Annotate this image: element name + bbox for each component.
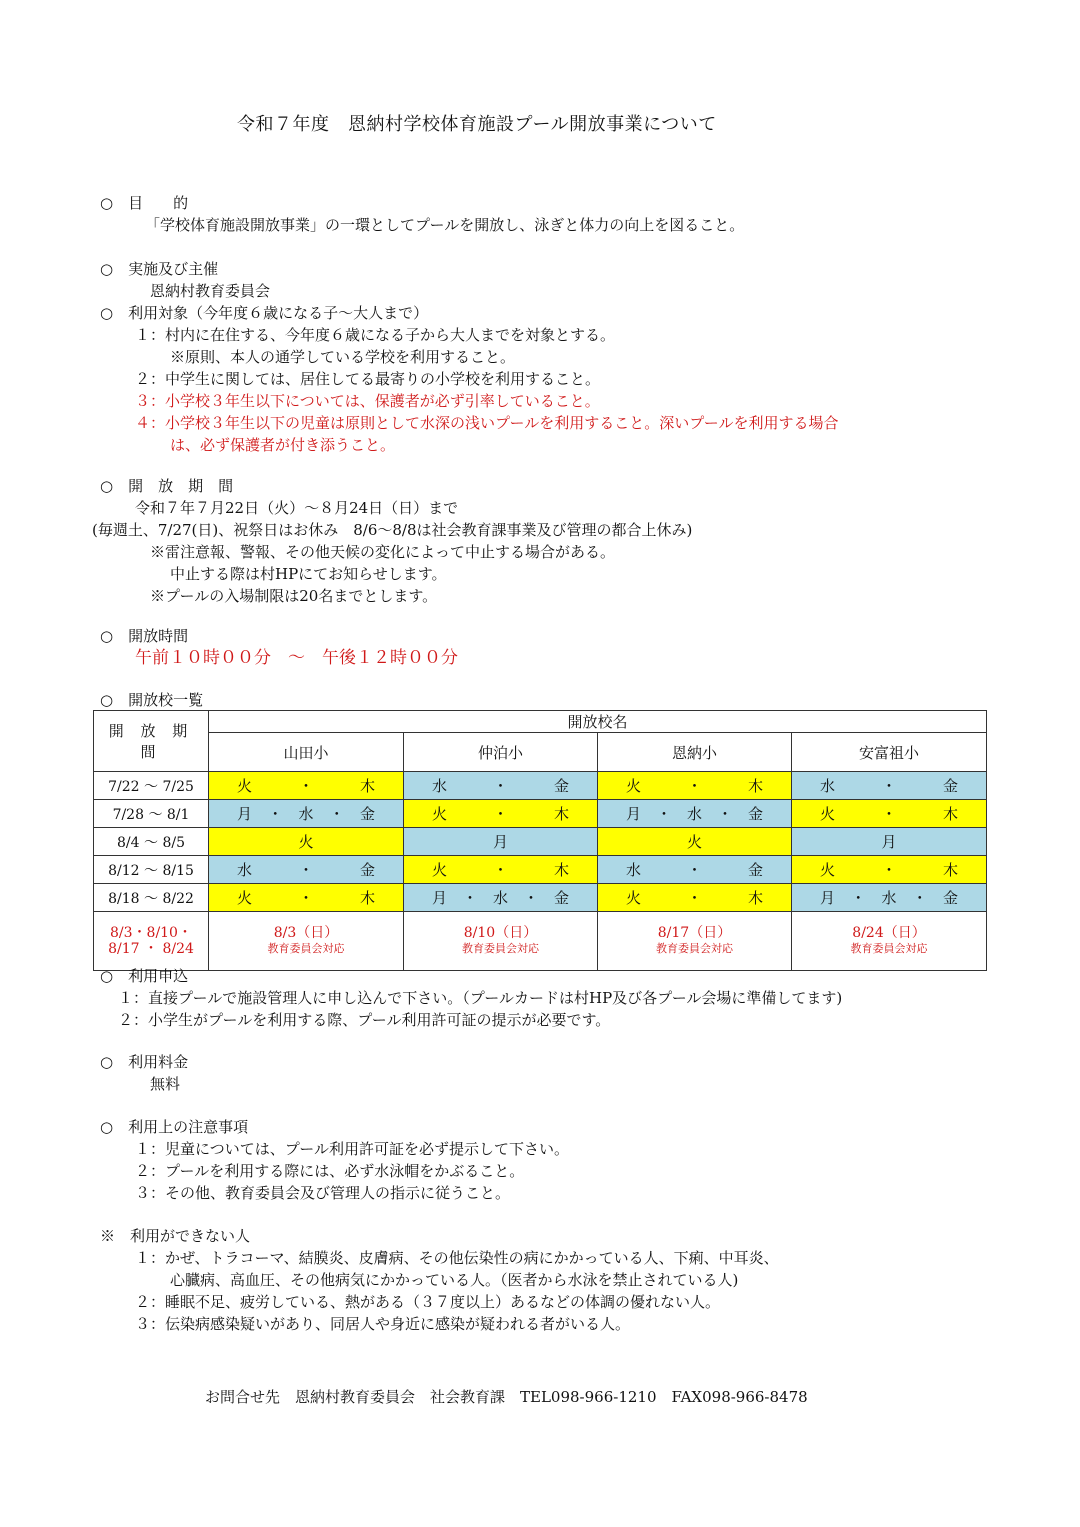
open-day: 月: [492, 833, 508, 851]
restriction-item: １：かぜ、トラコーマ、結膜炎、皮膚病、その他伝染性の病にかかっている人、下痢、中耳炎、: [135, 1249, 779, 1267]
day-separator: ・: [298, 889, 314, 907]
sunday-date: 8/3（日）: [273, 925, 339, 941]
sunday-dates-cell: [94, 912, 209, 971]
day-separator: ・: [462, 889, 478, 907]
open-day: 火: [237, 777, 253, 795]
day-separator: ・: [298, 777, 314, 795]
open-day: 水: [432, 777, 448, 795]
schedule-cell: [404, 828, 598, 856]
open-day: 金: [747, 805, 763, 823]
open-day: 水: [237, 861, 253, 879]
period-note: 中止する際は村HPにてお知らせします。: [170, 565, 447, 583]
schedule-cell: [598, 856, 792, 884]
day-separator: ・: [267, 805, 283, 823]
schedule-cell: [209, 828, 404, 856]
schedule-period: 8/18 ～ 8/22: [94, 884, 209, 912]
open-day: 水: [820, 777, 836, 795]
open-day: 水: [298, 805, 314, 823]
schools-heading: ○ 開放校一覧: [100, 691, 204, 709]
day-separator: ・: [686, 889, 702, 907]
open-day: 月: [432, 889, 448, 907]
schedule-cell: [404, 772, 598, 800]
restriction-item: 心臓病、高血圧、その他病気にかかっている人。（医者から水泳を禁止されている人): [170, 1271, 739, 1289]
period-column-header: 開 放 期 間: [94, 711, 209, 772]
schedule-period: 8/4 ～ 8/5: [94, 828, 209, 856]
organizer-heading: ○ 実施及び主催: [100, 260, 219, 278]
eligibility-item: ３：小学校３年生以下については、保護者が必ず引率していること。: [135, 392, 600, 410]
sunday-date: 8/17（日）: [657, 925, 732, 941]
open-day: 月: [626, 805, 642, 823]
open-day: 木: [359, 777, 375, 795]
organizer-text: 恩納村教育委員会: [150, 282, 271, 300]
schedule-cell: [792, 856, 987, 884]
purpose-heading: ○ 目 的: [100, 194, 189, 212]
open-day: 火: [298, 833, 314, 851]
schedule-period: 7/22 ～ 7/25: [94, 772, 209, 800]
schedule-period: 8/12 ～ 8/15: [94, 856, 209, 884]
schedule-row: [94, 772, 987, 800]
open-day: 木: [747, 889, 763, 907]
open-day: 火: [432, 861, 448, 879]
sunday-note: 教育委員会対応: [267, 942, 345, 955]
eligibility-heading: ○ 利用対象（今年度６歳になる子～大人まで）: [100, 304, 429, 322]
day-separator: ・: [492, 861, 508, 879]
open-day: 水: [881, 889, 897, 907]
contact-info: お問合せ先 恩納村教育委員会 社会教育課 TEL098-966-1210 FAX098-966-8478: [205, 1388, 808, 1406]
open-day: 金: [359, 861, 375, 879]
hours-text: 午前１０時００分 ～ 午後１２時００分: [135, 648, 458, 668]
schedule-cell: [598, 884, 792, 912]
day-separator: ・: [298, 861, 314, 879]
open-day: 火: [432, 805, 448, 823]
day-separator: ・: [881, 777, 897, 795]
day-separator: ・: [523, 889, 539, 907]
day-separator: ・: [492, 777, 508, 795]
open-day: 金: [943, 889, 959, 907]
open-day: 月: [881, 833, 897, 851]
day-separator: ・: [492, 805, 508, 823]
sunday-cell: [209, 912, 404, 971]
schedule-cell: [209, 800, 404, 828]
sunday-cell: [792, 912, 987, 971]
page-title: 令和７年度 恩納村学校体育施設プール開放事業について: [237, 114, 717, 135]
sunday-cell: [598, 912, 792, 971]
fee-text: 無料: [150, 1075, 181, 1093]
open-day: 火: [626, 889, 642, 907]
eligibility-item: ４：小学校３年生以下の児童は原則として水深の浅いプールを利用すること。深いプールを利用する場合: [135, 414, 839, 432]
open-day: 金: [359, 805, 375, 823]
schedule-row: [94, 856, 987, 884]
open-day: 金: [553, 889, 569, 907]
schedule-cell: [598, 800, 792, 828]
schedule-row: [94, 828, 987, 856]
schedule-cell: [209, 884, 404, 912]
eligibility-item: ※原則、本人の通学している学校を利用すること。: [170, 348, 516, 366]
open-day: 木: [747, 777, 763, 795]
open-day: 月: [237, 805, 253, 823]
restriction-item: ２：睡眠不足、疲労している、熱がある（３７度以上）あるなどの体調の優れない人。: [135, 1293, 721, 1311]
open-day: 金: [553, 777, 569, 795]
period-closed: (毎週土、7/27(日)、祝祭日はお休み 8/6～8/8は社会教育課事業及び管理の都合上休み): [92, 521, 693, 539]
sunday-cell: [404, 912, 598, 971]
sunday-dates-line: 8/17 ・ 8/24: [108, 941, 194, 957]
sunday-date: 8/10（日）: [463, 925, 538, 941]
open-day: 水: [492, 889, 508, 907]
sunday-dates-line: 8/3・8/10・: [110, 925, 192, 941]
eligibility-item: ２：中学生に関しては、居住してる最寄りの小学校を利用すること。: [135, 370, 601, 388]
hours-heading: ○ 開放時間: [100, 627, 189, 645]
application-item: ２：小学生がプールを利用する際、プール利用許可証の提示が必要です。: [118, 1011, 611, 1029]
schedule-row: [94, 884, 987, 912]
schedule-cell: [792, 884, 987, 912]
open-day: 木: [553, 805, 569, 823]
day-separator: ・: [686, 777, 702, 795]
sunday-note: 教育委員会対応: [850, 942, 928, 955]
schools-column-header: 開放校名: [209, 711, 987, 733]
schedule-cell: [209, 772, 404, 800]
eligibility-item: １：村内に在住する、今年度６歳になる子から大人までを対象とする。: [135, 326, 616, 344]
school-name: 仲泊小: [404, 733, 598, 772]
schedule-cell: [792, 772, 987, 800]
day-separator: ・: [850, 889, 866, 907]
eligibility-item: は、必ず保護者が付き添うこと。: [170, 436, 396, 454]
open-day: 金: [747, 861, 763, 879]
schedule-cell: [598, 772, 792, 800]
day-separator: ・: [656, 805, 672, 823]
day-separator: ・: [717, 805, 733, 823]
period-dates: 令和７年７月22日（火）～８月24日（日）まで: [135, 499, 459, 517]
open-day: 月: [820, 889, 836, 907]
open-day: 金: [943, 777, 959, 795]
school-name: 恩納小: [598, 733, 792, 772]
open-day: 木: [943, 861, 959, 879]
schedule-table: [93, 710, 987, 971]
schedule-cell: [404, 856, 598, 884]
open-day: 火: [820, 805, 836, 823]
period-note: ※雷注意報、警報、その他天候の変化によって中止する場合がある。: [150, 543, 616, 561]
purpose-text: 「学校体育施設開放事業」の一環としてプールを開放し、泳ぎと体力の向上を図ること。: [145, 216, 745, 234]
schedule-period: 7/28 ～ 8/1: [94, 800, 209, 828]
open-day: 木: [943, 805, 959, 823]
caution-item: ３：その他、教育委員会及び管理人の指示に従うこと。: [135, 1184, 511, 1202]
period-note: ※プールの入場制限は20名までとします。: [150, 587, 438, 605]
fee-heading: ○ 利用料金: [100, 1053, 189, 1071]
schedule-cell: [404, 884, 598, 912]
school-name: 安富祖小: [792, 733, 987, 772]
schedule-cell: [598, 828, 792, 856]
caution-item: １：児童については、プール利用許可証を必ず提示して下さい。: [135, 1140, 569, 1158]
day-separator: ・: [329, 805, 345, 823]
restrictions-heading: ※ 利用ができない人: [100, 1227, 251, 1245]
schedule-cell: [404, 800, 598, 828]
open-day: 木: [359, 889, 375, 907]
sunday-note: 教育委員会対応: [462, 942, 539, 955]
application-heading: ○ 利用申込: [100, 967, 189, 985]
cautions-heading: ○ 利用上の注意事項: [100, 1118, 249, 1136]
schedule-cell: [209, 856, 404, 884]
open-day: 火: [237, 889, 253, 907]
day-separator: ・: [912, 889, 928, 907]
open-day: 水: [686, 805, 702, 823]
application-item: １：直接プールで施設管理人に申し込んで下さい。（プールカードは村HP及び各プール会場に準備してます): [118, 989, 843, 1007]
open-day: 水: [626, 861, 642, 879]
restriction-item: ３：伝染病感染疑いがあり、同居人や身近に感染が疑われる者がいる人。: [135, 1315, 631, 1333]
schedule-row: [94, 800, 987, 828]
schedule-cell: [792, 828, 987, 856]
day-separator: ・: [686, 861, 702, 879]
open-day: 火: [820, 861, 836, 879]
period-heading: ○ 開 放 期 間: [100, 477, 234, 495]
sunday-note: 教育委員会対応: [656, 942, 733, 955]
school-name: 山田小: [209, 733, 404, 772]
caution-item: ２：プールを利用する際には、必ず水泳帽をかぶること。: [135, 1162, 525, 1180]
open-day: 木: [553, 861, 569, 879]
sunday-date: 8/24（日）: [852, 925, 926, 941]
open-day: 火: [686, 833, 702, 851]
open-day: 火: [626, 777, 642, 795]
schedule-cell: [792, 800, 987, 828]
day-separator: ・: [881, 861, 897, 879]
day-separator: ・: [881, 805, 897, 823]
